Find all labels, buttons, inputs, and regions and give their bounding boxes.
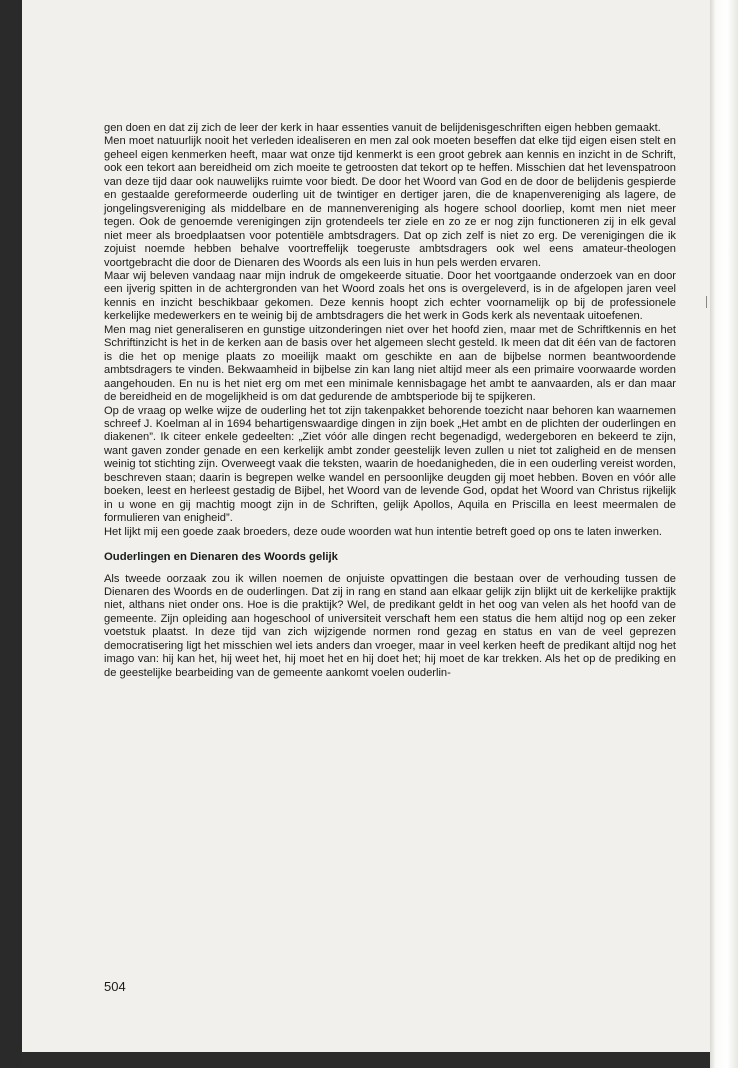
paragraph: Maar wij beleven vandaag naar mijn indruk de omgekeerde situatie. Door het voortgaande onderzoek van en door een ijverig spitten in de achtergronden van het Woord zoals het ons is overgeleverd, is in de afgelopen jaren veel kennis en inzicht beschikbaar gekomen. Deze kennis hoopt zich echter voornamelijk op bij de professionele kerkelijke medewerkers en te weinig bij de ambtsdragers die het werk in Gods kerk als neventaak uitoefenen. — [104, 269, 676, 323]
margin-mark — [706, 296, 707, 308]
body-text — [104, 122, 676, 680]
paragraph: gen doen en dat zij zich de leer der kerk in haar essenties vanuit de belijdenisgeschriften eigen hebben gemaakt. — [104, 122, 661, 134]
paragraph: Als tweede oorzaak zou ik willen noemen de onjuiste opvattingen die bestaan over de verhouding tussen de Dienaren des Woords en de ouderlingen. Dat zij in rang en stand aan elkaar gelijk zijn blijkt uit de kerkelijke praktijk niet, althans niet onder ons. Hoe is die praktijk? Wel, de predikant geldt in het oog van velen als het hoofd van de gemeente. Zijn opleiding aan hogeschool of universiteit verschaft hem een status die hem altijd nog op een zeker voetstuk plaatst. In deze tijd van zich wijzigende normen rond gezag en status en van de veel geprezen democratisering ligt het misschien wel iets anders dan vroeger, maar in veel kerken heeft de predikant altijd nog het imago van: hij kan het, hij weet het, hij moet het en hij doet het; hij moet de kar trekken. Als het op de prediking en de geestelijke bearbeiding van de gemeente aankomt voelen ouderlin- — [104, 572, 676, 679]
page-number: 504 — [104, 979, 126, 994]
paragraph: Op de vraag op welke wijze de ouderling het tot zijn takenpakket behorende toezicht naar behoren kan waarnemen schreef J. Koelman al in 1694 behartigenswaardige dingen in zijn boek „Het ambt en de plichten der ouderlingen en diakenen”. Ik citeer enkele gedeelten: „Ziet vóór alle dingen recht begenadigd, wedergeboren en bekeerd te zijn, want gaven zonder genade en een kerkelijk ambt zonder geestelijk leven zullen u niet tot zaligheid en de mensen weinig tot stichting zijn. Overweegt vaak die teksten, waarin de hoedanigheden, die in een ouderling vereist worden, beschreven staan; daarin is begrepen welke wandel en persoonlijke deugden gij moet hebben. Boven en vóór alle boeken, leest en herleest gestadig de Bijbel, het Woord van de levende God, opdat het Woord van Christus rijkelijk in u wone en gij machtig moogt zijn in de Schriften, gelijk Apollos, Aquila en Priscilla en leest meermalen de formulieren van enigheid”. — [104, 404, 676, 525]
section-heading: Ouderlingen en Dienaren des Woords gelijk — [104, 551, 338, 564]
scan-border — [22, 1052, 710, 1068]
paragraph: Het lijkt mij een goede zaak broeders, deze oude woorden wat hun intentie betreft goed op ons te laten inwerken. — [104, 525, 663, 538]
paragraph: Men mag niet generaliseren en gunstige uitzonderingen niet over het hoofd zien, maar met de Schriftkennis en het Schriftinzicht is het in de kerken aan de basis over het algemeen slecht gesteld. Ik meen dat dit één van de factoren is die het op menige plaats zo moeilijk maakt om geschikte en aan de bijbelse normen beantwoordende ambtsdragers te vinden. Bekwaamheid in bijbelse zin kan lang niet altijd meer als een primaire voorwaarde worden aangehouden. En nu is het niet erg om met een minimale kennisbagage het ambt te aanvaarden, als er dan maar de bereidheid en de mogelijkheid is om dat gedurende de ambtsperiode bij te spijkeren. — [104, 323, 676, 404]
page-edge — [710, 0, 738, 1068]
paragraph: Men moet natuurlijk nooit het verleden idealiseren en men zal ook moeten beseffen dat elke tijd eigen eisen stelt en geheel eigen kenmerken heeft, maar wat onze tijd kenmerkt is een groot gebrek aan kennis en inzicht in de Schrift, ook een tekort aan bereidheid om zich moeite te getroosten dat tekort op te heffen. Misschien dat het levenspatroon van deze tijd daar ook nauwelijks ruimte voor biedt. De door het Woord van God en de door de belijdenis gespierde en gestaalde gereformeerde ouderling uit de twintiger en dertiger jaren, die de knapenvereniging als lagere, de jongelingsvereniging als middelbare en de mannenvereniging als hogere school doorliep, komt men niet meer tegen. Ook de genoemde verenigingen zijn grotendeels ter ziele en zo ze er nog zijn functioneren zij in elk geval niet meer als broedplaatsen voor potentiële ambtsdragers. Dat op zich zelf is niet zo erg. De verenigingen die ik zojuist noemde hebben behalve voortreffelijk toegeruste ambtsdragers ook wel eens amateur-theologen voortgebracht die door de Dienaren des Woords als een luis in hun pels werden ervaren. — [104, 135, 676, 269]
